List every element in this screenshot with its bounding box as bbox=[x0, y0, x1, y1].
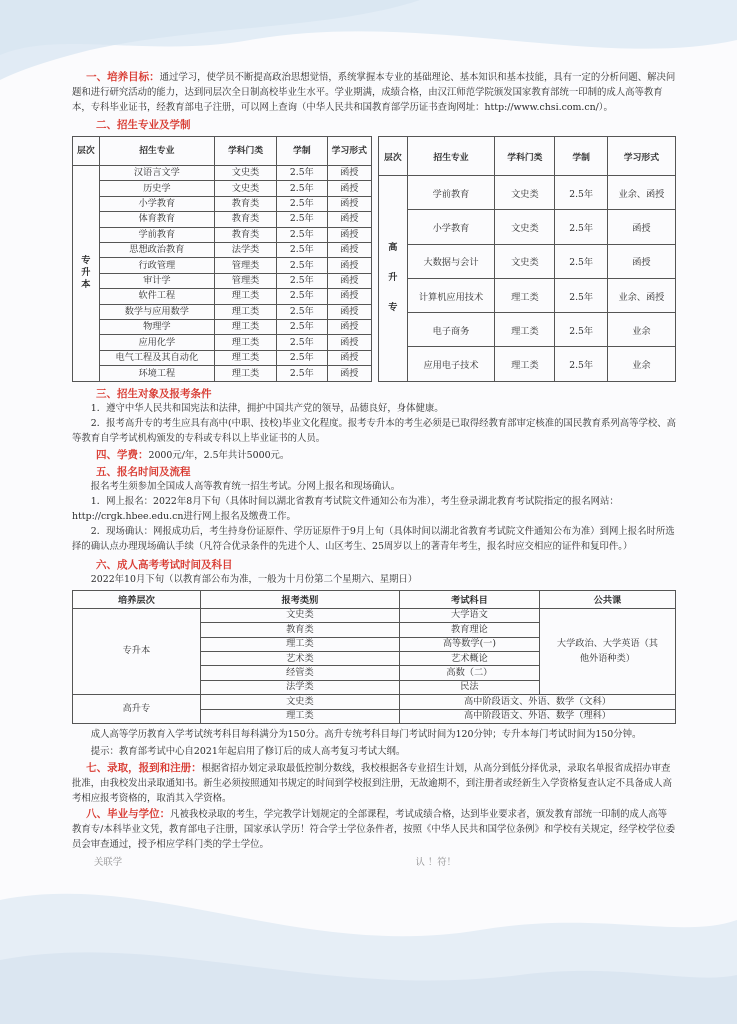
category-cell: 理工类 bbox=[214, 366, 276, 382]
exam-subject: 民法 bbox=[399, 680, 539, 694]
section-3-item-1: 1．遵守中华人民共和国宪法和法律，拥护中国共产党的领导，品德良好，身体健康。 bbox=[90, 402, 444, 414]
major-cell: 应用化学 bbox=[99, 335, 214, 350]
exam-subject: 大学语文 bbox=[399, 608, 539, 622]
major-cell: 行政管理 bbox=[99, 258, 214, 273]
category-cell: 理工类 bbox=[495, 278, 555, 312]
table-row bbox=[73, 608, 676, 622]
section-1-paragraph bbox=[72, 70, 676, 115]
duration-cell: 2.5年 bbox=[277, 181, 327, 196]
program-tables bbox=[72, 136, 676, 382]
duration-cell: 2.5年 bbox=[277, 289, 327, 304]
study-form-cell: 函授 bbox=[327, 335, 371, 350]
major-cell: 应用电子技术 bbox=[407, 347, 495, 381]
major-cell: 小学教育 bbox=[99, 196, 214, 211]
duration-cell: 2.5年 bbox=[277, 366, 327, 382]
duration-cell: 2.5年 bbox=[277, 243, 327, 258]
study-form-cell: 函授 bbox=[327, 196, 371, 211]
section-4-text: 2000元/年，2.5年共计5000元。 bbox=[148, 449, 290, 461]
study-form-cell: 业余 bbox=[607, 313, 675, 347]
table-row bbox=[379, 176, 676, 210]
col-header-category: 学科门类 bbox=[495, 137, 555, 176]
study-form-cell: 函授 bbox=[327, 350, 371, 365]
col-header-exam-category: 报考类别 bbox=[200, 590, 399, 608]
duration-cell: 2.5年 bbox=[555, 278, 607, 312]
duration-cell: 2.5年 bbox=[555, 244, 607, 278]
level-char: 专 bbox=[388, 302, 398, 314]
table-gaoshengzhuan bbox=[378, 136, 676, 382]
exam-subjects-table bbox=[72, 590, 676, 724]
study-form-cell: 函授 bbox=[327, 304, 371, 319]
table-row bbox=[73, 273, 372, 288]
study-form-cell: 函授 bbox=[607, 210, 675, 244]
category-cell: 法学类 bbox=[214, 243, 276, 258]
table-row bbox=[73, 366, 372, 382]
section-7-paragraph bbox=[72, 761, 676, 806]
exam-category: 艺术类 bbox=[200, 651, 399, 665]
category-cell: 理工类 bbox=[214, 350, 276, 365]
col-header-category: 学科门类 bbox=[214, 137, 276, 166]
level-char: 升 bbox=[81, 267, 91, 279]
section-3-item-2: 2．报考高升专的考生应具有高中(中职、技校)毕业文化程度。报考专升本的考生必须是已取得经教育部审定核准的国民教育系列高等学校、高等教育自学考试机构颁发的专科或专科以上毕业证书的人员。 bbox=[72, 417, 676, 444]
major-cell: 思想政治教育 bbox=[99, 243, 214, 258]
category-cell: 文史类 bbox=[214, 181, 276, 196]
col-header-level: 层次 bbox=[73, 137, 100, 166]
major-cell: 软件工程 bbox=[99, 289, 214, 304]
exam-subject: 艺术概论 bbox=[399, 651, 539, 665]
category-cell: 理工类 bbox=[214, 335, 276, 350]
table-row bbox=[73, 212, 372, 227]
section-5-title: 五、报名时间及流程 bbox=[96, 465, 191, 478]
category-cell: 管理类 bbox=[214, 258, 276, 273]
col-header-level: 层次 bbox=[379, 137, 408, 176]
section-7-text: 根据省招办划定录取最低控制分数线，我校根据各专业招生计划，从高分到低分择优录，录取名单报省成招办审查批准，由我校发出录取通知书。新生必须按照通知书规定的时间到学校报到注册，无故逾期不，到注册者或经新生入学资格复查认定不具备成人高考相应报考资格的，取消其入学资格。 bbox=[72, 762, 673, 804]
category-cell: 文史类 bbox=[214, 166, 276, 181]
exam-subject: 高中阶段语文、外语、数学（理科） bbox=[399, 709, 675, 723]
major-cell: 学前教育 bbox=[99, 227, 214, 242]
major-cell: 电子商务 bbox=[407, 313, 495, 347]
duration-cell: 2.5年 bbox=[277, 273, 327, 288]
duration-cell: 2.5年 bbox=[277, 320, 327, 335]
exam-category: 法学类 bbox=[200, 680, 399, 694]
section-7-title: 七、录取，报到和注册： bbox=[86, 761, 202, 774]
major-cell: 计算机应用技术 bbox=[407, 278, 495, 312]
footer-right-text: 认 ！符！ bbox=[415, 856, 456, 868]
major-cell: 体育教育 bbox=[99, 212, 214, 227]
duration-cell: 2.5年 bbox=[555, 313, 607, 347]
table-row bbox=[73, 166, 372, 181]
duration-cell: 2.5年 bbox=[277, 227, 327, 242]
table-header-row bbox=[73, 590, 676, 608]
section-6-note-2: 提示：教育部考试中心自2021年起启用了修订后的成人高考复习考试大纲。 bbox=[90, 745, 406, 757]
duration-cell: 2.5年 bbox=[277, 166, 327, 181]
exam-level-gaoshengzhuan: 高升专 bbox=[73, 695, 201, 724]
col-header-duration: 学制 bbox=[277, 137, 327, 166]
section-5-intro: 报名考生须参加全国成人高等教育统一招生考试。分网上报名和现场确认。 bbox=[90, 480, 401, 492]
table-row bbox=[73, 350, 372, 365]
category-cell: 理工类 bbox=[214, 320, 276, 335]
col-header-major: 招生专业 bbox=[407, 137, 495, 176]
study-form-cell: 函授 bbox=[327, 212, 371, 227]
major-cell: 学前教育 bbox=[407, 176, 495, 210]
study-form-cell: 函授 bbox=[327, 366, 371, 382]
category-cell: 教育类 bbox=[214, 212, 276, 227]
level-char: 升 bbox=[388, 272, 398, 284]
table-row bbox=[73, 258, 372, 273]
table-row bbox=[73, 227, 372, 242]
study-form-cell: 函授 bbox=[327, 289, 371, 304]
section-8-paragraph bbox=[72, 807, 676, 852]
major-cell: 数学与应用数学 bbox=[99, 304, 214, 319]
table-row bbox=[73, 181, 372, 196]
duration-cell: 2.5年 bbox=[277, 335, 327, 350]
col-header-level: 培养层次 bbox=[73, 590, 201, 608]
duration-cell: 2.5年 bbox=[555, 176, 607, 210]
major-cell: 小学教育 bbox=[407, 210, 495, 244]
category-cell: 文史类 bbox=[495, 244, 555, 278]
category-cell: 文史类 bbox=[495, 210, 555, 244]
table-row bbox=[379, 210, 676, 244]
exam-common-course: 大学政治、大学英语（其他外语种类） bbox=[539, 608, 675, 694]
category-cell: 理工类 bbox=[495, 313, 555, 347]
exam-category: 经管类 bbox=[200, 666, 399, 680]
duration-cell: 2.5年 bbox=[277, 304, 327, 319]
exam-subject: 高中阶段语文、外语、数学（文科） bbox=[399, 695, 675, 709]
study-form-cell: 业余、函授 bbox=[607, 278, 675, 312]
study-form-cell: 函授 bbox=[327, 258, 371, 273]
section-4-paragraph bbox=[96, 448, 676, 463]
table-header-row bbox=[73, 137, 372, 166]
level-cell-gaoshengzhuan bbox=[379, 176, 408, 382]
major-cell: 汉语言文学 bbox=[99, 166, 214, 181]
study-form-cell: 函授 bbox=[607, 244, 675, 278]
exam-category: 理工类 bbox=[200, 709, 399, 723]
col-header-duration: 学制 bbox=[555, 137, 607, 176]
study-form-cell: 函授 bbox=[327, 181, 371, 196]
category-cell: 理工类 bbox=[214, 289, 276, 304]
duration-cell: 2.5年 bbox=[277, 196, 327, 211]
study-form-cell: 函授 bbox=[327, 320, 371, 335]
table-row bbox=[73, 320, 372, 335]
duration-cell: 2.5年 bbox=[277, 258, 327, 273]
col-header-study-form: 学习形式 bbox=[607, 137, 675, 176]
brochure-page bbox=[72, 70, 676, 868]
major-cell: 电气工程及其自动化 bbox=[99, 350, 214, 365]
study-form-cell: 业余 bbox=[607, 347, 675, 381]
category-cell: 理工类 bbox=[214, 304, 276, 319]
col-header-exam-subject: 考试科目 bbox=[399, 590, 539, 608]
col-header-study-form: 学习形式 bbox=[327, 137, 371, 166]
exam-subject: 高数（二） bbox=[399, 666, 539, 680]
exam-subject: 高等数学(一) bbox=[399, 637, 539, 651]
category-cell: 文史类 bbox=[495, 176, 555, 210]
table-header-row bbox=[379, 137, 676, 176]
table-row bbox=[73, 304, 372, 319]
exam-category: 理工类 bbox=[200, 637, 399, 651]
major-cell: 物理学 bbox=[99, 320, 214, 335]
exam-category: 教育类 bbox=[200, 623, 399, 637]
major-cell: 审计学 bbox=[99, 273, 214, 288]
exam-category: 文史类 bbox=[200, 695, 399, 709]
table-row bbox=[73, 243, 372, 258]
level-char: 本 bbox=[81, 279, 91, 291]
major-cell: 历史学 bbox=[99, 181, 214, 196]
exam-level-zhuanshengben: 专升本 bbox=[73, 608, 201, 694]
table-row bbox=[379, 347, 676, 381]
section-2-title: 二、招生专业及学制 bbox=[96, 119, 191, 131]
duration-cell: 2.5年 bbox=[555, 210, 607, 244]
major-cell: 大数据与会计 bbox=[407, 244, 495, 278]
exam-category: 文史类 bbox=[200, 608, 399, 622]
section-5-item-2: 2．现场确认：网报成功后，考生持身份证原件、学历证原件于9月上旬（具体时间以湖北省教育考试院文件通知公布为准）到网上报名时所选择的确认点办理现场确认手续（凡符合优录条件的先进个人、山区考生、25周岁以上的著青年考生，报名时应交相应的证件和复印件。） bbox=[72, 525, 675, 552]
section-6-title: 六、成人高考考试时间及科目 bbox=[96, 558, 233, 571]
table-row bbox=[379, 313, 676, 347]
section-5-item-1: 1．网上报名：2022年8月下旬（具体时间以湖北省教育考试院文件通知公布为准），考生登录湖北教育考试院指定的报名网站：http://crgk.hbee.edu.cn进行网上报名及缴费工作。 bbox=[72, 495, 619, 522]
level-char: 专 bbox=[81, 255, 91, 267]
study-form-cell: 函授 bbox=[327, 166, 371, 181]
study-form-cell: 业余、函授 bbox=[607, 176, 675, 210]
major-cell: 环境工程 bbox=[99, 366, 214, 382]
table-row bbox=[73, 695, 676, 709]
duration-cell: 2.5年 bbox=[277, 350, 327, 365]
footer-faded-text bbox=[72, 854, 676, 868]
category-cell: 理工类 bbox=[495, 347, 555, 381]
section-6-exam-date: 2022年10月下旬（以教育部公布为准，一般为十月份第二个星期六、星期日） bbox=[90, 573, 418, 585]
level-cell-zhuanshengben bbox=[73, 166, 100, 382]
section-3-title: 三、招生对象及报考条件 bbox=[96, 387, 212, 400]
section-8-text: 凡被我校录取的考生，学完教学计划规定的全部课程，考试成绩合格，达到毕业要求者，颁发教育部统一印制的成人高等教育专/本科毕业文凭，教育部电子注册，国家承认学历！符合学士学位条件者，按照《中华人民共和国学位条例》和学校有关规定，经学校学位委员会审查通过，授予相应学科门类的学士学位。 bbox=[72, 808, 676, 850]
section-6-note-1: 成人高等学历教育入学考试统考科目每科满分为150分。高升专统考科目每门考试时间为120分钟；专升本每门考试时间为150分钟。 bbox=[90, 728, 642, 740]
exam-subject: 教育理论 bbox=[399, 623, 539, 637]
category-cell: 管理类 bbox=[214, 273, 276, 288]
duration-cell: 2.5年 bbox=[277, 212, 327, 227]
table-row bbox=[73, 335, 372, 350]
category-cell: 教育类 bbox=[214, 227, 276, 242]
category-cell: 教育类 bbox=[214, 196, 276, 211]
table-row bbox=[379, 278, 676, 312]
study-form-cell: 函授 bbox=[327, 227, 371, 242]
study-form-cell: 函授 bbox=[327, 243, 371, 258]
col-header-common-course: 公共课 bbox=[539, 590, 675, 608]
section-1-title: 一、培养目标： bbox=[86, 71, 160, 83]
duration-cell: 2.5年 bbox=[555, 347, 607, 381]
table-zhuanshengben bbox=[72, 136, 372, 382]
section-1-text: 通过学习，使学员不断提高政治思想觉悟，系统掌握本专业的基础理论、基本知识和基本技能，具有一定的分析问题、解决问题和进行研究活动的能力，达到同层次全日制高校毕业生水平。学业期满，成绩合格，由汉江师范学院颁发国家教育部统一印制的成人高等教育本，专科毕业证书，经教育部电子注册，可以网上查询（中华人民共和国教育部学历证书查询网址：http://www.chsi.com.cn/）。 bbox=[72, 72, 676, 113]
col-header-major: 招生专业 bbox=[99, 137, 214, 166]
section-4-title: 四、学费： bbox=[96, 448, 149, 461]
footer-left-text: 关联学 bbox=[94, 856, 123, 868]
table-row bbox=[379, 244, 676, 278]
level-char: 高 bbox=[388, 242, 398, 254]
section-8-title: 八、毕业与学位： bbox=[86, 807, 171, 820]
table-row bbox=[73, 196, 372, 211]
table-row bbox=[73, 289, 372, 304]
study-form-cell: 函授 bbox=[327, 273, 371, 288]
